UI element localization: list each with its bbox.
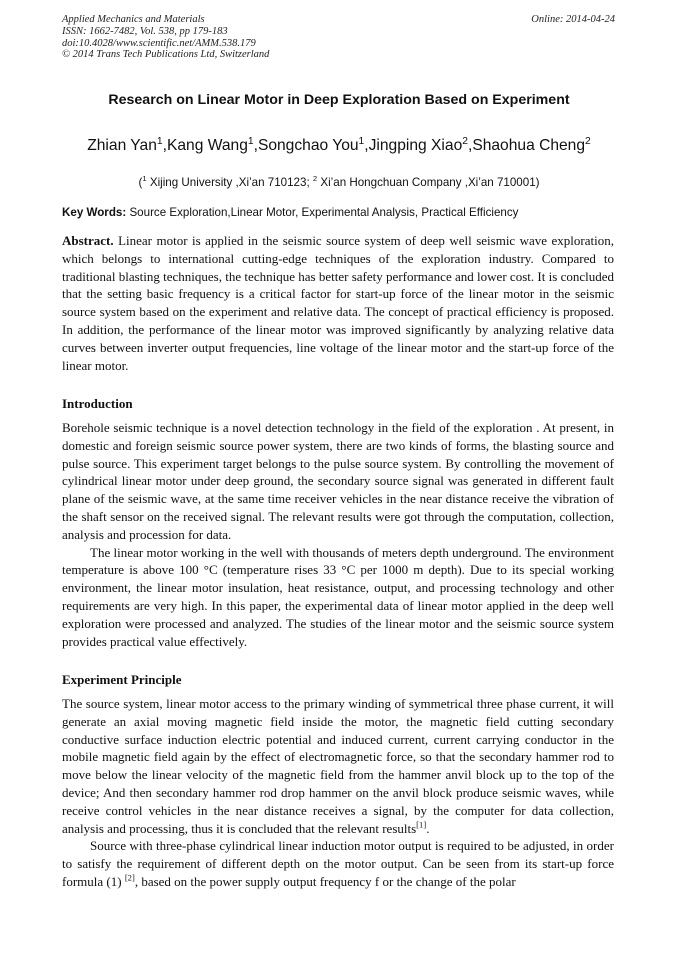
online-date: Online: 2014-04-24: [531, 14, 615, 25]
principle-body: [62, 695, 614, 891]
author: Shaohua Cheng$^2$: [472, 135, 591, 154]
citation[interactable]: [2]: [124, 872, 135, 883]
citation[interactable]: [1]: [416, 819, 427, 830]
keywords-label: Key Words:: [62, 206, 127, 219]
author: Jingping Xiao$^2$,: [368, 135, 473, 154]
paragraph: Borehole seismic technique is a novel detection technology in the field of the exploration . At present, in domestic and foreign seismic source power system, there are two kinds of forms, the blasting source and pulse source. This experiment target belongs to the pulse source system. By controlling the movement of cylindrical linear motor under deep ground, the secondary source signal was generated in different fault plane of the seismic wave, at the same time receiver vehicles in the near distance receive the vibration of the shaft sensor on the received signal. The relevant results were got through the computation, collection, analysis and procession for data.: [62, 420, 614, 542]
paragraph: Source with three-phase cylindrical linear induction motor output is required to be adjusted, in order to satisfy the requirement of different depth on the motor output. Can be seen from its start-up force formula (1) [2], based on the power supply output frequency f or the change of the polar: [62, 838, 614, 889]
introduction-body: [62, 419, 614, 650]
affiliations: ($^1$ Xijing University ,Xi’an 710123; $^2$ Xi’an Hongchuan Company ,Xi’an 710001): [138, 174, 540, 189]
abstract-text: Linear motor is applied in the seismic source system of deep well seismic wave exploration, which belongs to international cutting-edge techniques of the exploration industry. Compared to traditional blasting techniques, the technique has better safety performance and lower cost. It is concluded that the setting basic frequency is a critical factor for start-up force of the linear motor in the seismic source system based on the experiment and relative data. The concept of practical efficiency is proposed. In addition, the performance of the linear motor was improved significantly by analyzing relative data curves between inverter output frequencies, line voltage of the linear motor and the start-up force of the linear motor.: [62, 233, 614, 373]
keywords: [62, 206, 622, 219]
paragraph: The linear motor working in the well with thousands of meters depth underground. The environment temperature is above 100 °C (temperature rises 33 °C per 1000 m depth). Due to its special working environment, the linear motor insulation, heat resistance, output, and processing technology and other requirements are very high. In this paper, the experimental data of linear motor applied in the deep well exploration were processed and analyzed. The studies of the linear motor and the seismic source system provides practical value effectively.: [62, 544, 614, 649]
paper-title: Research on Linear Motor in Deep Exploration Based on Experiment: [108, 92, 570, 108]
author: Kang Wang$^1$,: [166, 135, 258, 154]
author: Songchao You$^1$,: [257, 135, 369, 154]
abstract-label: Abstract.: [62, 233, 114, 248]
abstract: [62, 232, 614, 374]
publication-header: [62, 14, 269, 61]
paragraph: The source system, linear motor access to the primary winding of symmetrical three phase current, it will generate an axial moving magnetic field inside the motor, the magnetic field cutting secondary conductive surface induction electric potential and induced current, current carrying conductor in the mobile magnetic field again by the effect of electromagnetic force, so that the secondary hammer rod to move below the linear velocity of the magnetic field from the hammer anvil block up to the top of the device; And then secondary hammer rod drop hammer on the anvil block produce seismic waves, while receive control vehicles in the near distance receives a signal, by the computer for data collection, analysis and processing, thus it is concluded that the relevant results[1].: [62, 696, 614, 836]
section-heading-introduction: Introduction: [62, 396, 133, 411]
author-list: [62, 137, 616, 155]
author: Zhian Yan$^1$,: [87, 135, 167, 154]
doi-line[interactable]: doi:10.4028/www.scientific.net/AMM.538.179: [62, 37, 256, 49]
issn-line: ISSN: 1662-7482, Vol. 538, pp 179-183: [62, 25, 228, 37]
section-heading-principle: Experiment Principle: [62, 672, 182, 687]
journal-name: Applied Mechanics and Materials: [62, 14, 205, 25]
keywords-text: Source Exploration,Linear Motor, Experimental Analysis, Practical Efficiency: [126, 206, 519, 219]
copyright-line: © 2014 Trans Tech Publications Ltd, Switzerland: [62, 49, 270, 61]
